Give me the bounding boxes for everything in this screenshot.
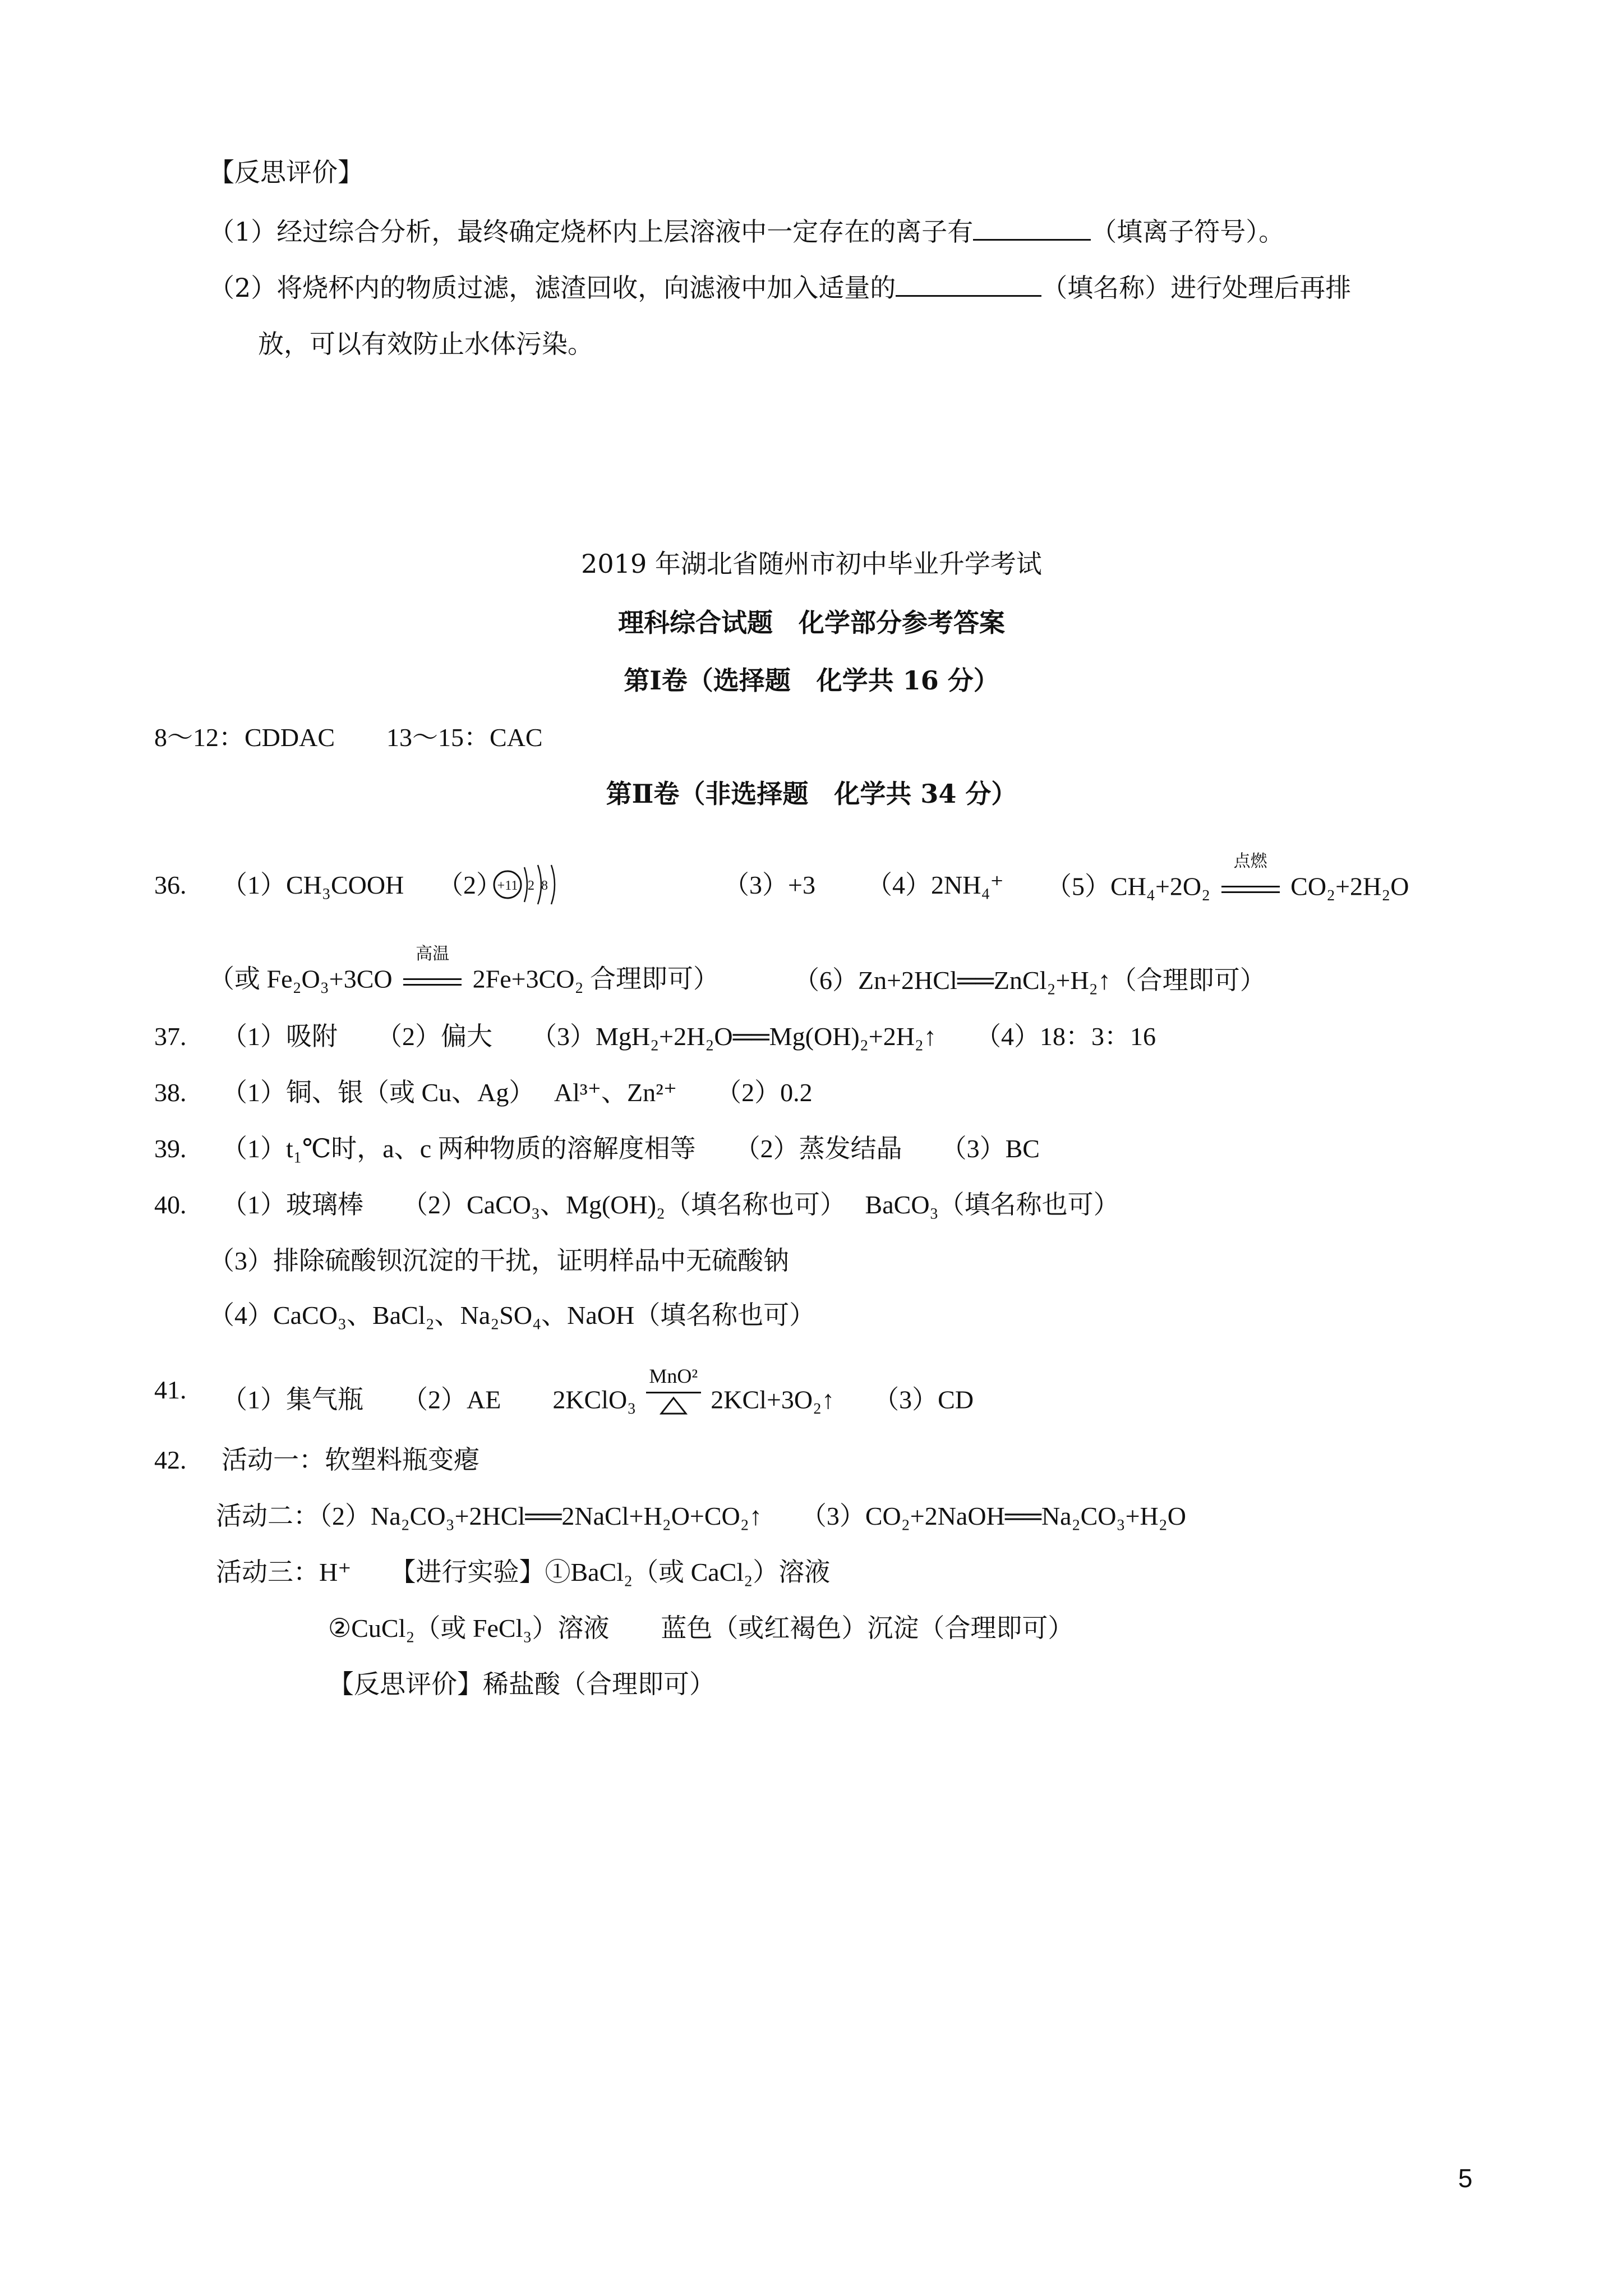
reflection-q2-tail: （填名称）进行处理后再排 xyxy=(1041,273,1352,303)
q36-alternative xyxy=(209,945,720,999)
heat-triangle-icon xyxy=(660,1396,688,1415)
reaction-condition-high-temp: 高温 xyxy=(416,945,450,963)
reflection-q1 xyxy=(209,219,1284,245)
q38-number: 38. xyxy=(154,1078,187,1107)
part1-answers: 8～12：CDDAC 13～15：CAC xyxy=(154,723,543,752)
q42-activity3: 活动三：H⁺ 【进行实验】①BaCl₂（或 CaCl₂）溶液 xyxy=(216,1558,831,1586)
q42-number: 42. xyxy=(154,1446,187,1474)
q41-answers xyxy=(222,1365,974,1428)
q37-answers: （1）吸附 （2）偏大 （3）MgH₂+2H₂O══Mg(OH)₂+2H₂↑ （4）18：3：16 xyxy=(222,1022,1156,1051)
answer-subtitle: 理科综合试题 化学部分参考答案 xyxy=(618,608,1005,638)
answer-blank-2 xyxy=(896,293,1041,297)
reflection-q2-continued: 放，可以有效防止水体污染。 xyxy=(258,329,593,359)
page-number: 5 xyxy=(1458,2164,1473,2193)
svg-text:8: 8 xyxy=(541,878,548,893)
q36-alt-products: 2Fe+3CO₂ 合理即可） xyxy=(472,964,720,993)
svg-text:2: 2 xyxy=(528,878,534,893)
q39-number: 39. xyxy=(154,1134,187,1163)
svg-text:+11: +11 xyxy=(497,878,518,893)
reflection-q1-tail: （填离子符号）。 xyxy=(1091,217,1285,247)
reaction-condition-ignite: 点燃 xyxy=(1233,852,1267,871)
reflection-q1-text: （1）经过综合分析，最终确定烧杯内上层溶液中一定存在的离子有 xyxy=(209,217,974,247)
q36-a1: （1）CH₃COOH xyxy=(222,871,404,899)
q36-number: 36. xyxy=(154,871,187,899)
answer-blank-1 xyxy=(973,237,1091,241)
q42-activity1: 活动一：软塑料瓶变瘪 xyxy=(222,1446,479,1474)
q36-a2-label: （2） xyxy=(437,871,502,899)
q40-line3: （4）CaCO₃、BaCl₂、Na₂SO₄、NaOH（填名称也可） xyxy=(209,1301,815,1329)
part1-heading: 第Ⅰ卷（选择题 化学共 16 分） xyxy=(624,665,999,696)
reflection-q2 xyxy=(209,275,1351,301)
q40-number: 40. xyxy=(154,1190,187,1219)
reaction-arrow-catalyst-heat xyxy=(643,1365,704,1428)
reflection-q2-text: （2）将烧杯内的物质过滤，滤渣回收，向滤液中加入适量的 xyxy=(209,273,896,303)
q40-line1: （1）玻璃棒 （2）CaCO₃、Mg(OH)₂（填名称也可） BaCO₃（填名称也可） xyxy=(222,1190,1119,1219)
reaction-catalyst: MnO² xyxy=(649,1365,698,1387)
q38-answers: （1）铜、银（或 Cu、Ag） Al³⁺、Zn²⁺ （2）0.2 xyxy=(222,1078,813,1107)
q41-left: （1）集气瓶 （2）AE 2KClO₃ xyxy=(222,1385,637,1414)
q37-number: 37. xyxy=(154,1022,187,1051)
q36-a5 xyxy=(1046,852,1409,906)
sodium-atom-structure-diagram xyxy=(491,859,564,914)
reflection-heading: 【反思评价】 xyxy=(209,157,363,187)
q40-line2: （3）排除硫酸钡沉淀的干扰，证明样品中无硫酸钠 xyxy=(209,1246,789,1275)
q36-a4: （4）2NH₄⁺ xyxy=(866,871,1004,899)
answer-title: 2019 年湖北省随州市初中毕业升学考试 xyxy=(581,549,1042,579)
q36-alt-reactants: （或 Fe₂O₃+3CO xyxy=(209,964,393,993)
q39-answers: （1）t₁℃时，a、c 两种物质的溶解度相等 （2）蒸发结晶 （3）BC xyxy=(222,1134,1040,1163)
q42-activity3-line2: ②CuCl₂（或 FeCl₃）溶液 蓝色（或红褐色）沉淀（合理即可） xyxy=(328,1614,1074,1642)
q36-a3: （3）+3 xyxy=(723,871,815,899)
q41-number: 41. xyxy=(154,1375,187,1404)
q42-activity2: 活动二：（2）Na₂CO₃+2HCl══2NaCl+H₂O+CO₂↑ （3）CO₂+2NaOH══Na₂CO₃+H₂O xyxy=(216,1502,1186,1530)
q36-a6: （6）Zn+2HCl══ZnCl₂+H₂↑（合理即可） xyxy=(794,966,1266,995)
part2-heading: 第Ⅱ卷（非选择题 化学共 34 分） xyxy=(606,779,1017,809)
q36-a5-reactants: （5）CH₄+2O₂ xyxy=(1046,872,1211,901)
q42-activity3-line3: 【反思评价】稀盐酸（合理即可） xyxy=(328,1670,715,1699)
q36-a5-products: CO₂+2H₂O xyxy=(1290,872,1409,901)
reaction-arrow-ignite xyxy=(1217,852,1284,906)
reaction-arrow-high-temp xyxy=(399,945,466,999)
q41-right: 2KCl+3O₂↑ （3）CD xyxy=(711,1385,974,1414)
